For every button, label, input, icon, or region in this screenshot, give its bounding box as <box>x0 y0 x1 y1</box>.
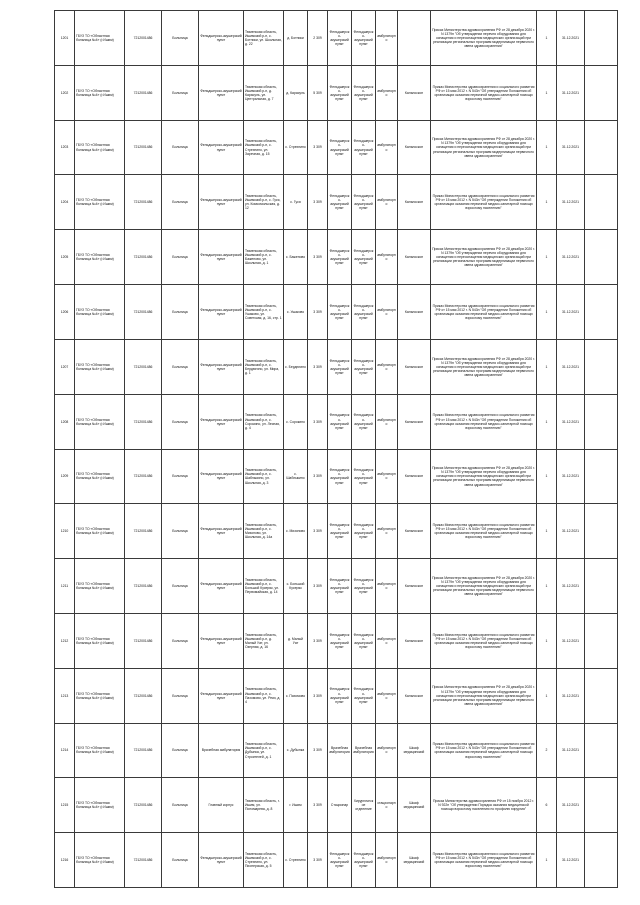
organization-code-cell: 7212001486 <box>125 65 162 120</box>
due-date-cell: 31.12.2021 <box>557 230 585 285</box>
legal-basis-cell: Приказ Министерства здравоохранения РФ от 28 декабря 2020 г. N 1379н "Об утверждении перечня оборудования для оснащения и переоснащения медицинских организаций при реализации региональных программ модернизации первичного звена здравоохранения" <box>431 559 537 614</box>
legal-basis-cell: Приказ Министерства здравоохранения и социального развития РФ от 15 мая 2012 г. N 543н "Об утверждении Положения об организации оказания первичной медико-санитарной помощи взрослому населению" <box>431 175 537 230</box>
organization-name-cell: ГБУЗ ТО «Областная больница №4» (г.Ишим) <box>75 120 125 175</box>
notes-cell <box>585 285 618 340</box>
equipment-name-cell: Кальпоскоп <box>398 175 431 230</box>
department-cell: Фельдшерско-акушерский пункт <box>352 175 376 230</box>
care-form-cell: амбулаторно <box>376 175 398 230</box>
due-date-cell: 31.12.2021 <box>557 285 585 340</box>
settlement-cell: с. Стрехнино <box>284 833 308 888</box>
organization-type-cell: Больница <box>162 613 199 668</box>
due-date-cell: 31.12.2021 <box>557 394 585 449</box>
structural-unit-cell: Фельдшерско-акушерский пункт <box>199 668 244 723</box>
department-cell: Фельдшерско-акушерский пункт <box>352 285 376 340</box>
unit-type-cell: Фельдшерско-акушерский пункт <box>328 11 352 66</box>
care-form-cell: амбулаторно <box>376 449 398 504</box>
organization-code-cell: 7212001486 <box>125 339 162 394</box>
legal-basis-cell: Приказ Министерства здравоохранения и социального развития РФ от 15 мая 2012 г. N 543н "Об утверждении Положения об организации оказания первичной медико-санитарной помощи взрослому населению" <box>431 833 537 888</box>
notes-cell <box>585 449 618 504</box>
legal-basis-cell: Приказ Министерства здравоохранения РФ от 28 декабря 2020 г. N 1379н "Об утверждении перечня оборудования для оснащения и переоснащения медицинских организаций при реализации региональных программ модернизации первичного звена здравоохранения" <box>431 11 537 66</box>
organization-type-cell: Больница <box>162 833 199 888</box>
structural-unit-cell: Фельдшерско-акушерский пункт <box>199 339 244 394</box>
organization-name-cell: ГБУЗ ТО «Областная больница №4» (г.Ишим) <box>75 559 125 614</box>
organization-name-cell: ГБУЗ ТО «Областная больница №4» (г.Ишим) <box>75 723 125 778</box>
due-date-cell: 31.12.2021 <box>557 175 585 230</box>
equipment-name-cell: Кальпоскоп <box>398 65 431 120</box>
due-date-cell: 31.12.2021 <box>557 339 585 394</box>
table-row <box>55 559 618 614</box>
population-cell: 2 309 <box>308 11 328 66</box>
equipment-name-cell: Кальпоскоп <box>398 339 431 394</box>
settlement-cell: с. Бердюгино <box>284 339 308 394</box>
organization-code-cell: 7212001486 <box>125 504 162 559</box>
address-cell: Тюменская область, Ишимский р-н, с. Сорокино, ул. Лесная, д. 4 <box>244 394 284 449</box>
notes-cell <box>585 230 618 285</box>
notes-cell <box>585 613 618 668</box>
quantity-cell: 6 <box>537 778 557 833</box>
quantity-cell: 1 <box>537 285 557 340</box>
organization-code-cell: 7212001486 <box>125 723 162 778</box>
table-body <box>55 11 618 888</box>
care-form-cell: амбулаторно <box>376 723 398 778</box>
population-cell: 3 309 <box>308 449 328 504</box>
quantity-cell: 1 <box>537 504 557 559</box>
address-cell: Тюменская область, Ишимский р-н, с. Гуся, ул. Комсомольская, д. 12 <box>244 175 284 230</box>
legal-basis-cell: Приказ Министерства здравоохранения и социального развития РФ от 15 мая 2012 г. N 543н "Об утверждении Положения об организации оказания первичной медико-санитарной помощи взрослому населению" <box>431 65 537 120</box>
department-cell: Фельдшерско-акушерский пункт <box>352 339 376 394</box>
due-date-cell: 31.12.2021 <box>557 833 585 888</box>
unit-type-cell: Фельдшерско-акушерский пункт <box>328 394 352 449</box>
notes-cell <box>585 120 618 175</box>
care-form-cell: стационарно <box>376 778 398 833</box>
address-cell: Тюменская область, Ишимский р-н, с. Стрехнино, ул. Пионерская, д. 5 <box>244 833 284 888</box>
address-cell: Тюменская область, Ишимский р-н, с. Пахомово, ул. Реки, д. 4 <box>244 668 284 723</box>
settlement-cell: с. Баженово <box>284 230 308 285</box>
due-date-cell: 31.12.2021 <box>557 11 585 66</box>
population-cell: 3 309 <box>308 120 328 175</box>
unit-type-cell: Фельдшерско-акушерский пункт <box>328 175 352 230</box>
row-number-cell: 1215 <box>55 778 75 833</box>
organization-code-cell: 7212001486 <box>125 11 162 66</box>
organization-type-cell: Больница <box>162 285 199 340</box>
equipment-name-cell: Кальпоскоп <box>398 120 431 175</box>
care-form-cell: амбулаторно <box>376 559 398 614</box>
population-cell: 3 309 <box>308 285 328 340</box>
row-number-cell: 1211 <box>55 559 75 614</box>
population-cell: 3 309 <box>308 559 328 614</box>
address-cell: Тюменская область, Ишимский р-н, с. Стрехнино, ул. Заречная, д. 15 <box>244 120 284 175</box>
organization-code-cell: 7212001486 <box>125 778 162 833</box>
settlement-cell: с. Дубынка <box>284 723 308 778</box>
organization-type-cell: Больница <box>162 339 199 394</box>
due-date-cell: 31.12.2021 <box>557 65 585 120</box>
organization-type-cell: Больница <box>162 559 199 614</box>
population-cell: 3 309 <box>308 723 328 778</box>
legal-basis-cell: Приказ Министерства здравоохранения РФ от 28 декабря 2020 г. N 1379н "Об утверждении перечня оборудования для оснащения и переоснащения медицинских организаций при реализации региональных программ модернизации первичного звена здравоохранения" <box>431 230 537 285</box>
table-row <box>55 230 618 285</box>
quantity-cell: 1 <box>537 339 557 394</box>
unit-type-cell: Фельдшерско-акушерский пункт <box>328 559 352 614</box>
quantity-cell: 1 <box>537 449 557 504</box>
address-cell: Тюменская область, Ишимский р-н, д. Малый Уат, ул. Озерная, д. 16 <box>244 613 284 668</box>
legal-basis-cell: Приказ Министерства здравоохранения и социального развития РФ от 15 мая 2012 г. N 543н "Об утверждении Положения об организации оказания первичной медико-санитарной помощи взрослому населению" <box>431 394 537 449</box>
table-row <box>55 504 618 559</box>
due-date-cell: 31.12.2021 <box>557 778 585 833</box>
notes-cell <box>585 394 618 449</box>
legal-basis-cell: Приказ Министерства здравоохранения и социального развития РФ от 15 мая 2012 г. N 543н "Об утверждении Положения об организации оказания первичной медико-санитарной помощи взрослому населению" <box>431 285 537 340</box>
legal-basis-cell: Приказ Министерства здравоохранения РФ от 28 декабря 2020 г. N 1379н "Об утверждении перечня оборудования для оснащения и переоснащения медицинских организаций при реализации региональных программ модернизации первичного звена здравоохранения" <box>431 449 537 504</box>
organization-name-cell: ГБУЗ ТО «Областная больница №4» (г.Ишим) <box>75 833 125 888</box>
organization-code-cell: 7212001486 <box>125 120 162 175</box>
equipment-name-cell: Кальпоскоп <box>398 613 431 668</box>
address-cell: Тюменская область, Ишимский р-н, с. Дубынка, ул. Строителей, д. 1 <box>244 723 284 778</box>
department-cell: Фельдшерско-акушерский пункт <box>352 668 376 723</box>
address-cell: Тюменская область, Ишимский р-н, с. Бердюгино, ул. Мира, д. 1 <box>244 339 284 394</box>
notes-cell <box>585 723 618 778</box>
row-number-cell: 1205 <box>55 230 75 285</box>
row-number-cell: 1210 <box>55 504 75 559</box>
organization-name-cell: ГБУЗ ТО «Областная больница №4» (г.Ишим) <box>75 449 125 504</box>
care-form-cell: амбулаторно <box>376 120 398 175</box>
organization-name-cell: ГБУЗ ТО «Областная больница №4» (г.Ишим) <box>75 394 125 449</box>
department-cell: Фельдшерско-акушерский пункт <box>352 394 376 449</box>
table-row <box>55 339 618 394</box>
row-number-cell: 1206 <box>55 285 75 340</box>
notes-cell <box>585 11 618 66</box>
equipment-name-cell: Кальпоскоп <box>398 668 431 723</box>
table-row <box>55 833 618 888</box>
table-row <box>55 285 618 340</box>
equipment-name-cell <box>398 11 431 66</box>
population-cell: 3 309 <box>308 613 328 668</box>
organization-name-cell: ГБУЗ ТО «Областная больница №4» (г.Ишим) <box>75 230 125 285</box>
legal-basis-cell: Приказ Министерства здравоохранения и социального развития РФ от 15 мая 2012 г. N 543н "Об утверждении Положения об организации оказания первичной медико-санитарной помощи взрослому населению" <box>431 723 537 778</box>
equipment-name-cell: Шкаф медицинский <box>398 833 431 888</box>
equipment-name-cell: Кальпоскоп <box>398 504 431 559</box>
care-form-cell: амбулаторно <box>376 11 398 66</box>
unit-type-cell: Фельдшерско-акушерский пункт <box>328 504 352 559</box>
population-cell: 3 309 <box>308 778 328 833</box>
legal-basis-cell: Приказ Министерства здравоохранения РФ от 28 декабря 2020 г. N 1379н "Об утверждении перечня оборудования для оснащения и переоснащения медицинских организаций при реализации региональных программ модернизации первичного звена здравоохранения" <box>431 339 537 394</box>
due-date-cell: 31.12.2021 <box>557 559 585 614</box>
care-form-cell: амбулаторно <box>376 65 398 120</box>
notes-cell <box>585 559 618 614</box>
address-cell: Тюменская область, г. Ишим, ул. Пономарева, д. 8 <box>244 778 284 833</box>
quantity-cell: 1 <box>537 833 557 888</box>
table-row <box>55 11 618 66</box>
department-cell: Фельдшерско-акушерский пункт <box>352 65 376 120</box>
notes-cell <box>585 504 618 559</box>
organization-type-cell: Больница <box>162 11 199 66</box>
organization-type-cell: Больница <box>162 504 199 559</box>
structural-unit-cell: Фельдшерско-акушерский пункт <box>199 613 244 668</box>
equipment-name-cell: Кальпоскоп <box>398 230 431 285</box>
row-number-cell: 1204 <box>55 175 75 230</box>
structural-unit-cell: Фельдшерско-акушерский пункт <box>199 175 244 230</box>
care-form-cell: амбулаторно <box>376 668 398 723</box>
organization-name-cell: ГБУЗ ТО «Областная больница №4» (г.Ишим) <box>75 65 125 120</box>
unit-type-cell: Фельдшерско-акушерский пункт <box>328 613 352 668</box>
structural-unit-cell: Фельдшерско-акушерский пункт <box>199 120 244 175</box>
row-number-cell: 1212 <box>55 613 75 668</box>
table-row <box>55 120 618 175</box>
unit-type-cell: Стационар <box>328 778 352 833</box>
quantity-cell: 1 <box>537 668 557 723</box>
unit-type-cell: Фельдшерско-акушерский пункт <box>328 65 352 120</box>
population-cell: 3 309 <box>308 668 328 723</box>
care-form-cell: амбулаторно <box>376 504 398 559</box>
unit-type-cell: Фельдшерско-акушерский пункт <box>328 449 352 504</box>
address-cell: Тюменская область, Ишимский р-н, с. Большой Кусеряк, ул. Первомайская, д. 14 <box>244 559 284 614</box>
equipment-name-cell: Кальпоскоп <box>398 394 431 449</box>
unit-type-cell: Врачебная амбулатория <box>328 723 352 778</box>
organization-code-cell: 7212001486 <box>125 175 162 230</box>
care-form-cell: амбулаторно <box>376 339 398 394</box>
table-row <box>55 668 618 723</box>
address-cell: Тюменская область, Ишимский р-н, д. Карасуль, ул. Центральная, д. 7 <box>244 65 284 120</box>
department-cell: Фельдшерско-акушерский пункт <box>352 11 376 66</box>
row-number-cell: 1214 <box>55 723 75 778</box>
notes-cell <box>585 668 618 723</box>
equipment-register-table <box>54 10 618 888</box>
settlement-cell: с. Стрехнино <box>284 120 308 175</box>
quantity-cell: 2 <box>537 723 557 778</box>
organization-code-cell: 7212001486 <box>125 285 162 340</box>
quantity-cell: 1 <box>537 175 557 230</box>
structural-unit-cell: Фельдшерско-акушерский пункт <box>199 504 244 559</box>
department-cell: Фельдшерско-акушерский пункт <box>352 833 376 888</box>
structural-unit-cell: Фельдшерско-акушерский пункт <box>199 285 244 340</box>
settlement-cell: с. Ушаково <box>284 285 308 340</box>
department-cell: Хирургическое отделение <box>352 778 376 833</box>
settlement-cell: д. Ботники <box>284 11 308 66</box>
organization-type-cell: Больница <box>162 394 199 449</box>
department-cell: Фельдшерско-акушерский пункт <box>352 613 376 668</box>
row-number-cell: 1209 <box>55 449 75 504</box>
settlement-cell: с. Пахомово <box>284 668 308 723</box>
department-cell: Фельдшерско-акушерский пункт <box>352 559 376 614</box>
unit-type-cell: Фельдшерско-акушерский пункт <box>328 668 352 723</box>
notes-cell <box>585 65 618 120</box>
department-cell: Фельдшерско-акушерский пункт <box>352 230 376 285</box>
population-cell: 3 309 <box>308 833 328 888</box>
settlement-cell: г. Ишим <box>284 778 308 833</box>
care-form-cell: амбулаторно <box>376 833 398 888</box>
department-cell: Врачебная амбулатория <box>352 723 376 778</box>
due-date-cell: 31.12.2021 <box>557 613 585 668</box>
address-cell: Тюменская область, Ишимский р-н, с. Баженово, ул. Школьная, д. 1 <box>244 230 284 285</box>
structural-unit-cell: Фельдшерско-акушерский пункт <box>199 833 244 888</box>
table-row <box>55 175 618 230</box>
notes-cell <box>585 833 618 888</box>
organization-type-cell: Больница <box>162 120 199 175</box>
organization-name-cell: ГБУЗ ТО «Областная больница №4» (г.Ишим) <box>75 504 125 559</box>
organization-type-cell: Больница <box>162 668 199 723</box>
structural-unit-cell: Фельдшерско-акушерский пункт <box>199 559 244 614</box>
population-cell: 3 309 <box>308 504 328 559</box>
legal-basis-cell: Приказ Министерства здравоохранения РФ от 15 ноября 2012 г. N 922н "Об утверждении Порядка оказания медицинской помощи взрослому населению по профилю хирургия" <box>431 778 537 833</box>
organization-name-cell: ГБУЗ ТО «Областная больница №4» (г.Ишим) <box>75 613 125 668</box>
unit-type-cell: Фельдшерско-акушерский пункт <box>328 833 352 888</box>
population-cell: 5 309 <box>308 65 328 120</box>
organization-code-cell: 7212001486 <box>125 230 162 285</box>
organization-name-cell: ГБУЗ ТО «Областная больница №4» (г.Ишим) <box>75 339 125 394</box>
settlement-cell: с. Шаблыкино <box>284 449 308 504</box>
due-date-cell: 31.12.2021 <box>557 723 585 778</box>
legal-basis-cell: Приказ Министерства здравоохранения РФ от 28 декабря 2020 г. N 1379н "Об утверждении перечня оборудования для оснащения и переоснащения медицинских организаций при реализации региональных программ модернизации первичного звена здравоохранения" <box>431 668 537 723</box>
settlement-cell: д. Карасуль <box>284 65 308 120</box>
equipment-name-cell: Шкаф медицинский <box>398 723 431 778</box>
department-cell: Фельдшерско-акушерский пункт <box>352 120 376 175</box>
structural-unit-cell: Фельдшерско-акушерский пункт <box>199 11 244 66</box>
organization-type-cell: Больница <box>162 175 199 230</box>
equipment-name-cell: Кальпоскоп <box>398 559 431 614</box>
organization-name-cell: ГБУЗ ТО «Областная больница №4» (г.Ишим) <box>75 285 125 340</box>
table-row <box>55 65 618 120</box>
row-number-cell: 1216 <box>55 833 75 888</box>
due-date-cell: 31.12.2021 <box>557 504 585 559</box>
structural-unit-cell: Фельдшерско-акушерский пункт <box>199 449 244 504</box>
due-date-cell: 31.12.2021 <box>557 668 585 723</box>
due-date-cell: 31.12.2021 <box>557 120 585 175</box>
population-cell: 3 309 <box>308 175 328 230</box>
quantity-cell: 1 <box>537 65 557 120</box>
structural-unit-cell: Врачебная амбулатория <box>199 723 244 778</box>
row-number-cell: 1201 <box>55 11 75 66</box>
care-form-cell: амбулаторно <box>376 394 398 449</box>
due-date-cell: 31.12.2021 <box>557 449 585 504</box>
unit-type-cell: Фельдшерско-акушерский пункт <box>328 285 352 340</box>
unit-type-cell: Фельдшерско-акушерский пункт <box>328 230 352 285</box>
organization-name-cell: ГБУЗ ТО «Областная больница №4» (г.Ишим) <box>75 11 125 66</box>
structural-unit-cell: Главный корпус <box>199 778 244 833</box>
quantity-cell: 1 <box>537 559 557 614</box>
care-form-cell: амбулаторно <box>376 285 398 340</box>
address-cell: Тюменская область, Ишимский р-н, с. Шаблыкино, ул. Школьная, д. 3 <box>244 449 284 504</box>
quantity-cell: 1 <box>537 613 557 668</box>
care-form-cell: амбулаторно <box>376 230 398 285</box>
table-row <box>55 778 618 833</box>
population-cell: 3 309 <box>308 394 328 449</box>
row-number-cell: 1208 <box>55 394 75 449</box>
settlement-cell: с. Большой Кусеряк <box>284 559 308 614</box>
notes-cell <box>585 778 618 833</box>
row-number-cell: 1203 <box>55 120 75 175</box>
organization-code-cell: 7212001486 <box>125 613 162 668</box>
settlement-cell: д. Малый Уат <box>284 613 308 668</box>
organization-code-cell: 7212001486 <box>125 449 162 504</box>
organization-code-cell: 7212001486 <box>125 833 162 888</box>
row-number-cell: 1202 <box>55 65 75 120</box>
equipment-name-cell: Кальпоскоп <box>398 449 431 504</box>
address-cell: Тюменская область, Ишимский р-н, с. Мизоново, ул. Школьная, д. 14а <box>244 504 284 559</box>
organization-type-cell: Больница <box>162 723 199 778</box>
legal-basis-cell: Приказ Министерства здравоохранения РФ от 28 декабря 2020 г. N 1379н "Об утверждении перечня оборудования для оснащения и переоснащения медицинских организаций при реализации региональных программ модернизации первичного звена здравоохранения" <box>431 120 537 175</box>
table-row <box>55 613 618 668</box>
table-row <box>55 394 618 449</box>
settlement-cell: с. Мизоново <box>284 504 308 559</box>
equipment-name-cell: Шкаф медицинский <box>398 778 431 833</box>
organization-code-cell: 7212001486 <box>125 668 162 723</box>
table-row <box>55 449 618 504</box>
quantity-cell: 1 <box>537 120 557 175</box>
equipment-name-cell: Кальпоскоп <box>398 285 431 340</box>
notes-cell <box>585 175 618 230</box>
row-number-cell: 1207 <box>55 339 75 394</box>
settlement-cell: с. Гуся <box>284 175 308 230</box>
department-cell: Фельдшерско-акушерский пункт <box>352 504 376 559</box>
quantity-cell: 1 <box>537 394 557 449</box>
legal-basis-cell: Приказ Министерства здравоохранения и социального развития РФ от 15 мая 2012 г. N 543н "Об утверждении Положения об организации оказания первичной медико-санитарной помощи взрослому населению" <box>431 504 537 559</box>
unit-type-cell: Фельдшерско-акушерский пункт <box>328 120 352 175</box>
address-cell: Тюменская область, Ишимский р-н, с. Ботники, ул. Школьная, д. 22 <box>244 11 284 66</box>
care-form-cell: амбулаторно <box>376 613 398 668</box>
quantity-cell: 1 <box>537 11 557 66</box>
structural-unit-cell: Фельдшерско-акушерский пункт <box>199 65 244 120</box>
settlement-cell: с. Сорокино <box>284 394 308 449</box>
unit-type-cell: Фельдшерско-акушерский пункт <box>328 339 352 394</box>
organization-name-cell: ГБУЗ ТО «Областная больница №4» (г.Ишим) <box>75 175 125 230</box>
notes-cell <box>585 339 618 394</box>
organization-code-cell: 7212001486 <box>125 559 162 614</box>
department-cell: Фельдшерско-акушерский пункт <box>352 449 376 504</box>
organization-type-cell: Больница <box>162 449 199 504</box>
population-cell: 3 309 <box>308 230 328 285</box>
organization-type-cell: Больница <box>162 230 199 285</box>
table-row <box>55 723 618 778</box>
row-number-cell: 1213 <box>55 668 75 723</box>
structural-unit-cell: Фельдшерско-акушерский пункт <box>199 394 244 449</box>
structural-unit-cell: Фельдшерско-акушерский пункт <box>199 230 244 285</box>
organization-code-cell: 7212001486 <box>125 394 162 449</box>
organization-type-cell: Больница <box>162 65 199 120</box>
legal-basis-cell: Приказ Министерства здравоохранения и социального развития РФ от 15 мая 2012 г. N 543н "Об утверждении Положения об организации оказания первичной медико-санитарной помощи взрослому населению" <box>431 613 537 668</box>
population-cell: 3 309 <box>308 339 328 394</box>
address-cell: Тюменская область, Ишимский р-н, с. Ушаково, ул. Советская, д. 16, стр. 1 <box>244 285 284 340</box>
organization-name-cell: ГБУЗ ТО «Областная больница №4» (г.Ишим) <box>75 778 125 833</box>
organization-type-cell: Больница <box>162 778 199 833</box>
organization-name-cell: ГБУЗ ТО «Областная больница №4» (г.Ишим) <box>75 668 125 723</box>
quantity-cell: 1 <box>537 230 557 285</box>
